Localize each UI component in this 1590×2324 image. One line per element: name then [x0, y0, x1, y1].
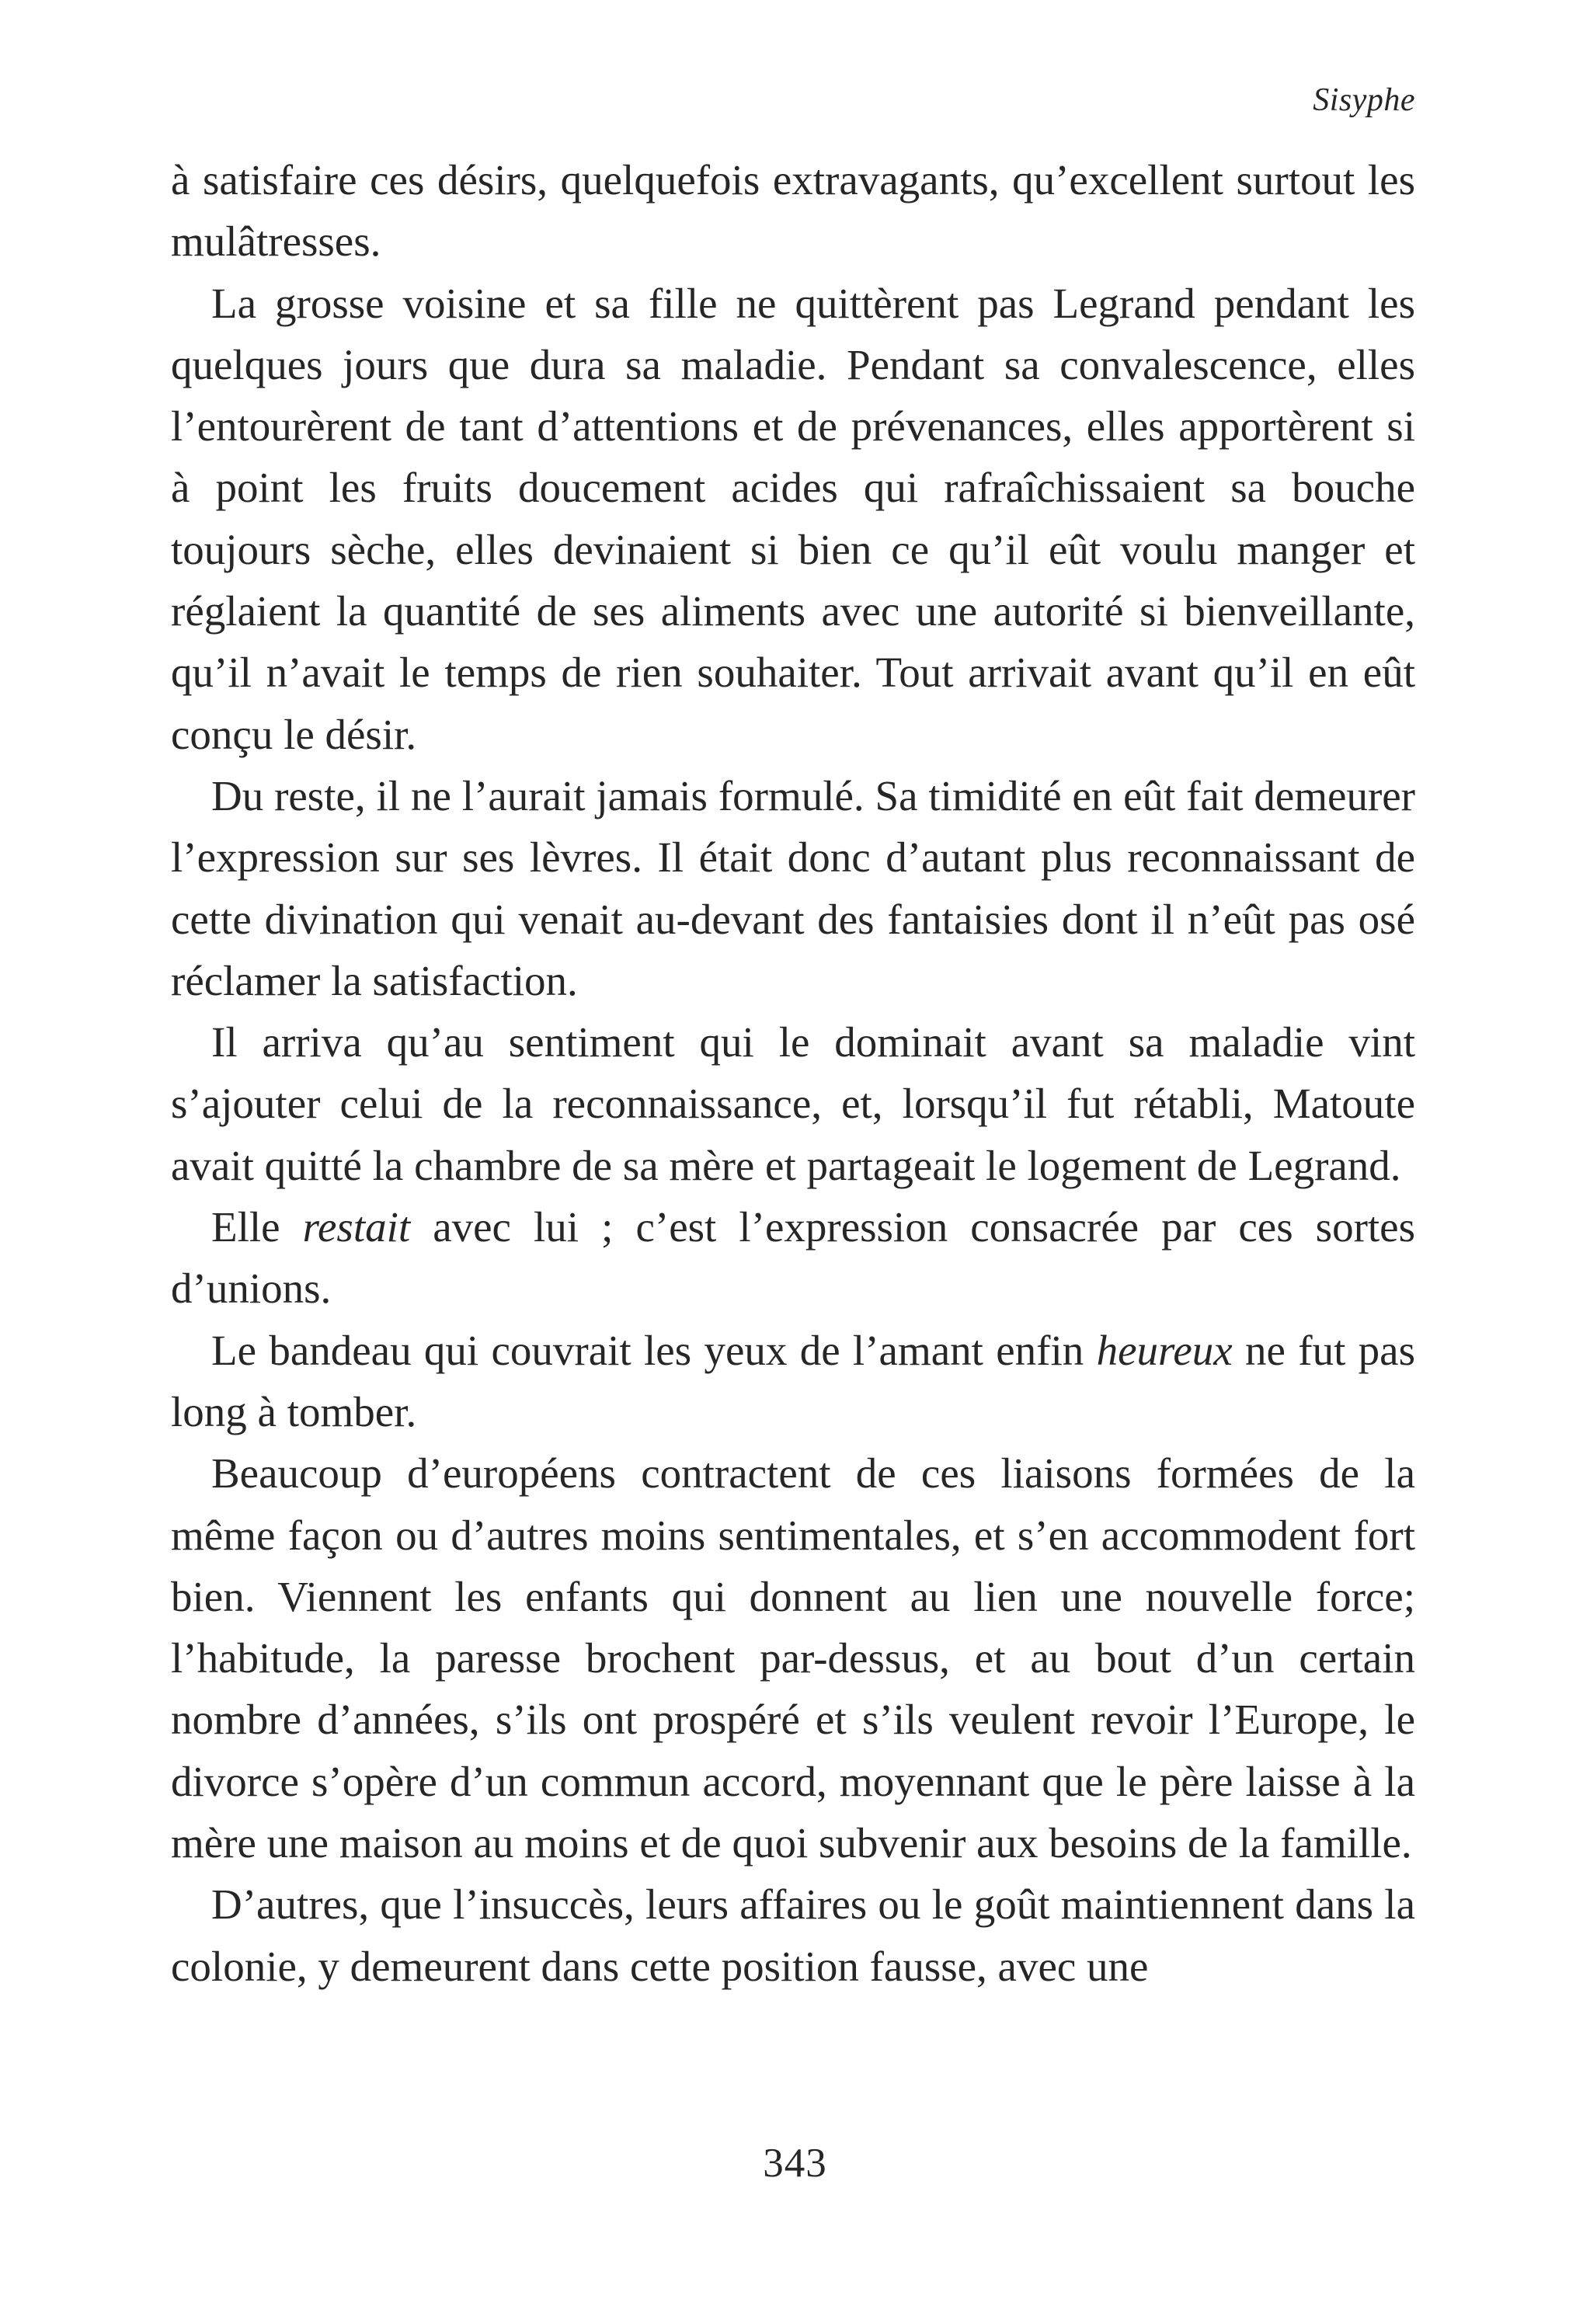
paragraph-text: Il arriva qu’au sentiment qui le dominait avant sa maladie vint s’ajouter celui de la reconnaissance, et, lorsqu’il fut rétabli, Matoute avait quitté la chambre de sa mère et partageait le logement de Legrand. [171, 1018, 1415, 1189]
paragraph-4 [171, 1011, 1415, 1196]
paragraph-text: La grosse voisine et sa fille ne quittèrent pas Legrand pendant les quelques jours que dura sa maladie. Pendant sa convalescence, elles l’entourèrent de tant d’attentions et de prévenances, elles apportèrent si à point les fruits doucement acides qui rafraîchissaient sa bouche toujours sèche, elles devinaient si bien ce qu’il eût voulu manger et réglaient la quantité de ses aliments avec une autorité si bienveillante, qu’il n’avait le temps de rien souhaiter. Tout arrivait avant qu’il en eût conçu le désir. [171, 279, 1415, 758]
paragraph-text: à satisfaire ces désirs, quelquefois extravagants, qu’excellent surtout les mulâtresses. [171, 156, 1415, 266]
paragraph-2 [171, 273, 1415, 765]
paragraph-text: ne fut pas long à tomber. [171, 1326, 1415, 1435]
paragraph-3 [171, 765, 1415, 1011]
body-text [171, 149, 1415, 1997]
paragraph-1 [171, 149, 1415, 273]
paragraph-7 [171, 1442, 1415, 1873]
italic-word: heureux [1096, 1326, 1233, 1374]
page-number: 343 [763, 2141, 827, 2186]
italic-word: restait [302, 1203, 411, 1251]
paragraph-8 [171, 1873, 1415, 1997]
running-header: Sisyphe [1313, 82, 1415, 118]
paragraph-text: Le bandeau qui couvrait les yeux de l’amant enfin [211, 1326, 1097, 1374]
paragraph-text: Du reste, il ne l’aurait jamais formulé. Sa timidité en eût fait demeurer l’expression sur ses lèvres. Il était donc d’autant plus reconnaissant de cette divination qui venait au-devant des fantaisies dont il n’eût pas osé réclamer la satisfaction. [171, 771, 1415, 1004]
paragraph-text: Elle [211, 1203, 303, 1251]
paragraph-6 [171, 1320, 1415, 1443]
paragraph-text: D’autres, que l’insuccès, leurs affaires ou le goût maintiennent dans la colonie, y demeurent dans cette position fausse, avec une [171, 1880, 1415, 1990]
paragraph-text: avec lui ; c’est l’expression consacrée par ces sortes d’unions. [171, 1203, 1415, 1313]
paragraph-5 [171, 1196, 1415, 1320]
paragraph-text: Beaucoup d’européens contractent de ces liaisons formées de la même façon ou d’autres moins sentimentales, et s’en accommodent fort bien. Viennent les enfants qui donnent au lien une nouvelle force; l’habitude, la paresse brochent par-dessus, et au bout d’un certain nombre d’années, s’ils ont prospéré et s’ils veulent revoir l’Europe, le divorce s’opère d’un commun accord, moyennant que le père laisse à la mère une maison au moins et de quoi subvenir aux besoins de la famille. [171, 1449, 1415, 1867]
